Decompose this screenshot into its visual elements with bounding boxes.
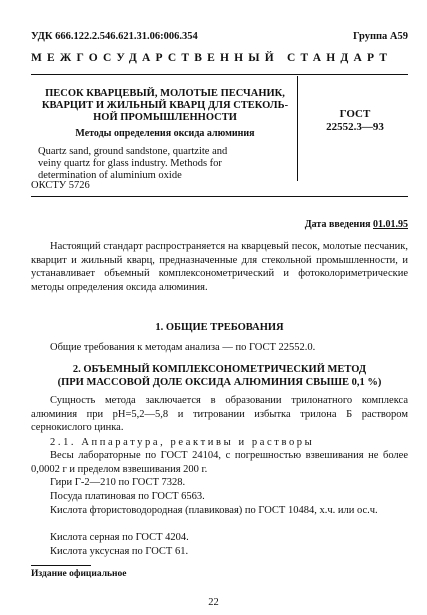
section-2-text: Сущность метода заключается в образовании трилонатного комплекса алюминия при pH=5,2—5,8 и титровании избытка трилона Б раствором сернокислого цинка. bbox=[31, 395, 408, 433]
section-2-heading bbox=[31, 364, 408, 389]
top-rule bbox=[31, 74, 408, 75]
item-acetic-acid: Кислота уксусная по ГОСТ 61. bbox=[50, 546, 189, 557]
effective-date bbox=[305, 219, 408, 230]
page-number: 22 bbox=[208, 597, 219, 608]
item-platinum-ware: Посуда платиновая по ГОСТ 6563. bbox=[50, 491, 205, 502]
title-line: КВАРЦИТ И ЖИЛЬНЫЙ КВАРЦ ДЛЯ СТЕКОЛЬ- bbox=[41, 100, 289, 111]
effective-date-label: Дата введения bbox=[304, 219, 371, 230]
gost-label: ГОСТ bbox=[339, 108, 371, 120]
item-scales: Весы лабораторные по ГОСТ 24104, с погрешностью взвешивания не более 0,0002 г и пределом взвешивания 200 г. bbox=[31, 450, 408, 475]
title-divider bbox=[297, 76, 298, 181]
group-code: Группа А59 bbox=[352, 31, 408, 42]
official-edition-note: Издание официальное bbox=[31, 569, 127, 579]
middle-rule bbox=[31, 196, 408, 197]
section-2-heading-line: 2. ОБЪЕМНЫЙ КОМПЛЕКСОНОМЕТРИЧЕСКИЙ МЕТОД bbox=[72, 364, 367, 375]
english-title bbox=[38, 146, 292, 182]
subsection-2-1-heading: 2.1. Аппаратура, реактивы и растворы bbox=[50, 437, 315, 448]
gost-code: 22552.3—93 bbox=[326, 121, 384, 133]
title-line: ПЕСОК КВАРЦЕВЫЙ, МОЛОТЫЕ ПЕСЧАНИК, bbox=[45, 88, 285, 99]
item-sulfuric-acid: Кислота серная по ГОСТ 4204. bbox=[50, 532, 189, 543]
intro-paragraph: Настоящий стандарт распространяется на кварцевый песок, молотые песчаник, кварцит и жильный кварц, предназначенные для стекольной промышленности, и устанавливает объемный комплексонометрический и фотоколориметрические методы определения оксида алюминия. bbox=[31, 241, 408, 293]
item-hydrofluoric-acid: Кислота фтористоводородная (плавиковая) по ГОСТ 10484, х.ч. или ос.ч. bbox=[50, 505, 378, 516]
title-line: НОЙ ПРОМЫШЛЕННОСТИ bbox=[93, 112, 237, 123]
document-title bbox=[38, 88, 292, 124]
gost-number bbox=[302, 108, 408, 134]
section-2-heading-line: (ПРИ МАССОВОЙ ДОЛЕ ОКСИДА АЛЮМИНИЯ СВЫШЕ 0,1 %) bbox=[57, 376, 382, 388]
udc-code: УДК 666.122.2.546.621.31.06:006.354 bbox=[31, 31, 198, 42]
english-title-line: veiny quartz for glass industry. Methods for bbox=[38, 158, 222, 169]
section-1-text: Общие требования к методам анализа — по ГОСТ 22552.0. bbox=[50, 342, 316, 353]
footer-rule bbox=[31, 565, 91, 566]
effective-date-value: 01.01.95 bbox=[373, 219, 408, 230]
okstu-code: ОКСТУ 5726 bbox=[31, 180, 90, 191]
item-weights: Гири Г-2—210 по ГОСТ 7328. bbox=[50, 477, 186, 488]
section-1-heading: 1. ОБЩИЕ ТРЕБОВАНИЯ bbox=[155, 322, 284, 333]
standard-type: МЕЖГОСУДАРСТВЕННЫЙ СТАНДАРТ bbox=[31, 52, 393, 64]
english-title-line: Quartz sand, ground sandstone, quartzite and bbox=[38, 146, 228, 157]
english-title-line: determination of aluminium oxide bbox=[38, 170, 182, 181]
document-subtitle: Методы определения оксида алюминия bbox=[75, 128, 255, 139]
